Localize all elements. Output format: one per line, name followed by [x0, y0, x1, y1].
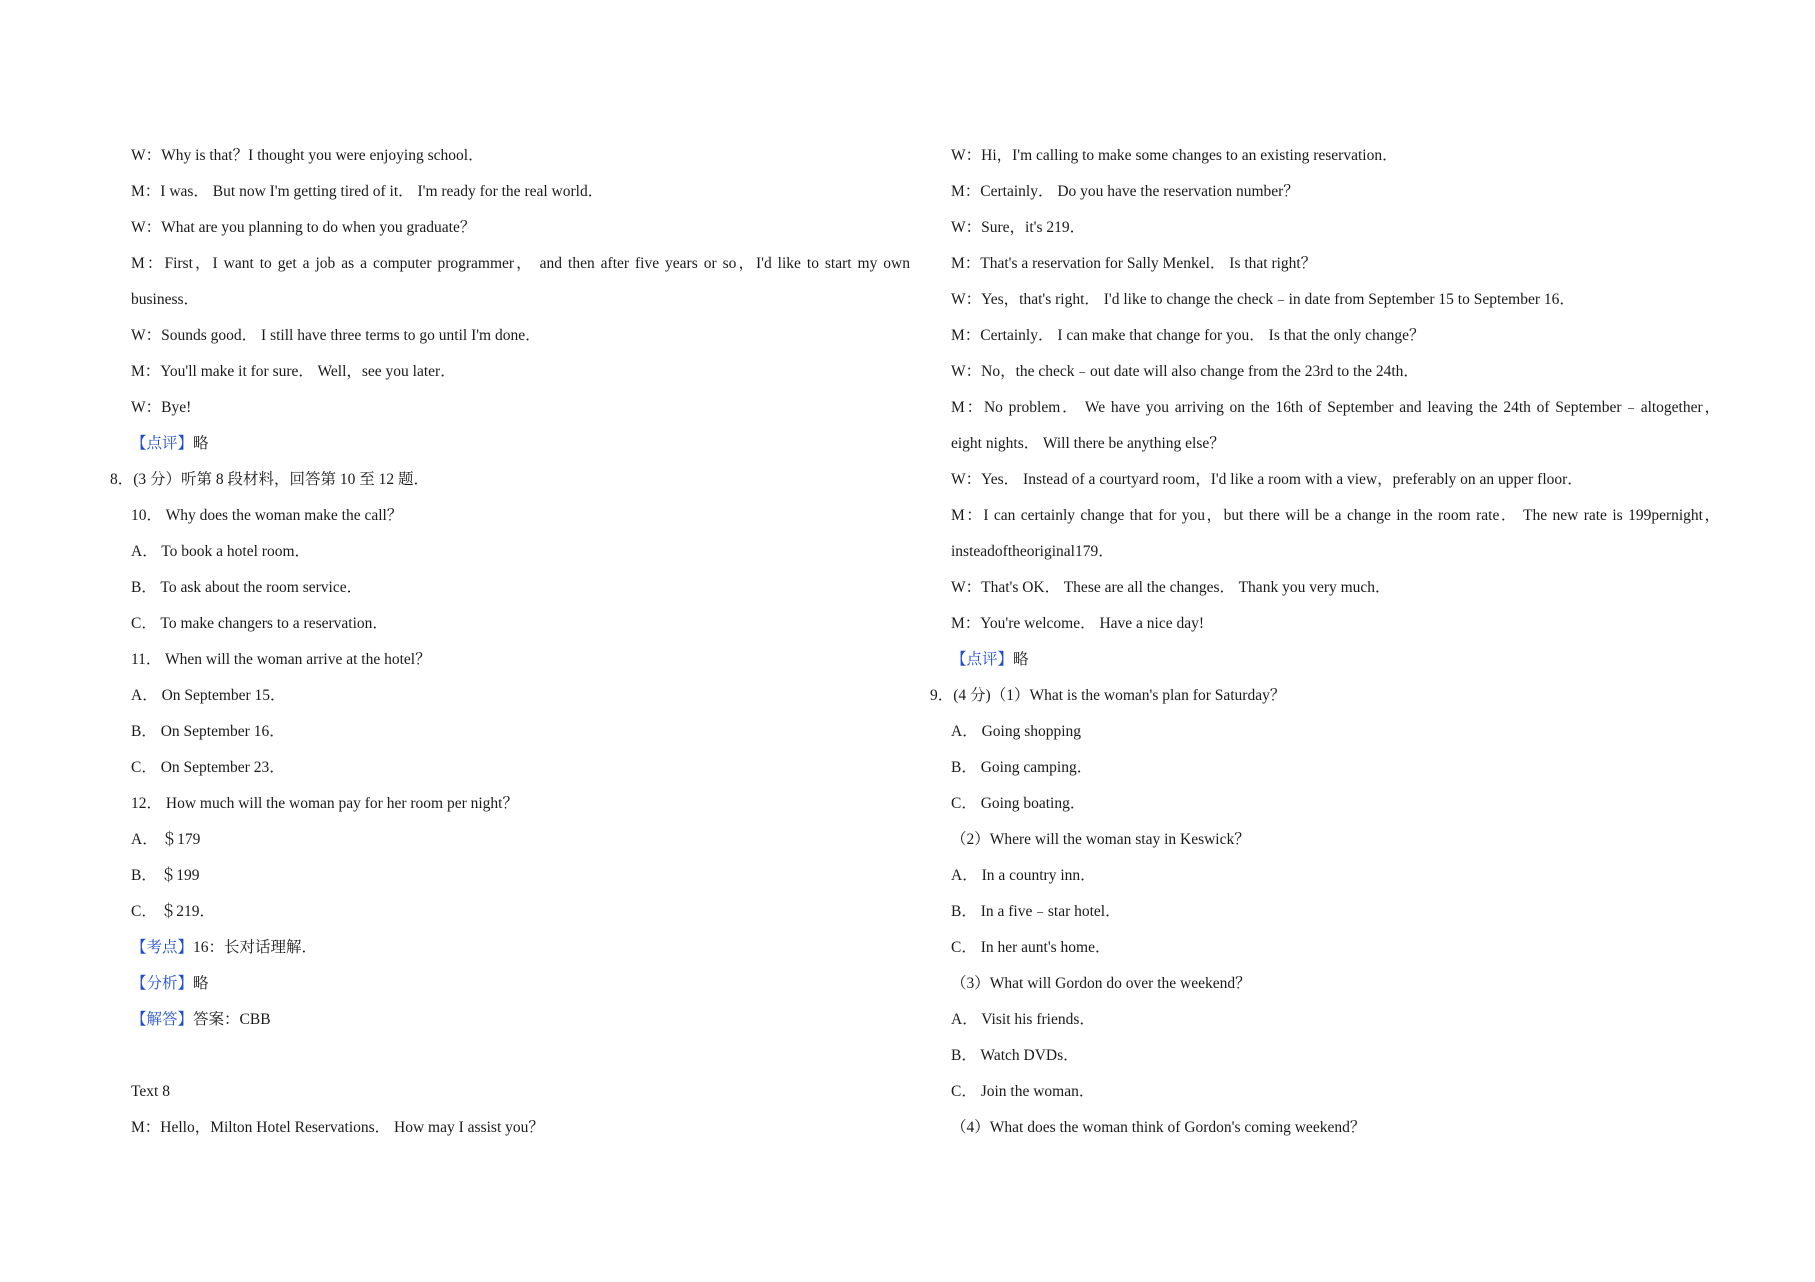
question-line: 10． Why does the woman make the call？ [131, 507, 403, 524]
option-line: C． To make changers to a reservation． [131, 615, 388, 632]
option-line: C． Going boating． [951, 795, 1086, 812]
dialogue-line: M：Hello，Milton Hotel Reservations． How may I assist you？ [131, 1119, 544, 1136]
option-line: B． On September 16． [131, 723, 285, 740]
option-line: A． Visit his friends． [951, 1011, 1095, 1028]
comment-line [110, 426, 910, 462]
dialogue-line: W：Sure，it's 219． [951, 219, 1086, 236]
dialogue-line: business． [131, 291, 200, 308]
dialogue-line: M：Certainly． Do you have the reservation number？ [951, 183, 1299, 200]
question-line: （4）What does the woman think of Gordon's coming weekend？ [951, 1119, 1366, 1136]
answer-text: 答案：CBB [193, 1011, 271, 1028]
option-line: B． ＄199 [131, 867, 200, 884]
option-line: B． Watch DVDs． [951, 1047, 1079, 1064]
blank-line [110, 1038, 910, 1074]
analysis-line [110, 966, 910, 1002]
analysis-text: 略 [193, 975, 209, 992]
comment-line [930, 642, 1720, 678]
left-column [110, 138, 910, 1146]
dialogue-line: W：Yes． Instead of a courtyard room，I'd like a room with a view，preferably on an upper floor． [951, 471, 1583, 488]
dialogue-line: M：First，I want to get a job as a computer programmer， and then after five years or so，I'd like to start my own [131, 255, 910, 272]
dialogue-line: W：Sounds good． I still have three terms to go until I'm done． [131, 327, 541, 344]
dialogue-line: W：That's OK． These are all the changes． Thank you very much． [951, 579, 1391, 596]
dialogue-line: M：No problem． We have you arriving on the 16th of September and leaving the 24th of September﹣altogether， [951, 399, 1720, 416]
option-line: A． Going shopping [951, 723, 1082, 740]
option-line: C． On September 23． [131, 759, 285, 776]
comment-tag: 【点评】 [131, 435, 194, 452]
dialogue-line: M：You're welcome． Have a nice day! [951, 615, 1205, 632]
option-line: C． Join the woman． [951, 1083, 1095, 1100]
option-line: A． In a country inn． [951, 867, 1096, 884]
question-heading: 9．(4 分)（1）What is the woman's plan for Saturday？ [930, 687, 1286, 704]
question-line: （2）Where will the woman stay in Keswick？ [951, 831, 1250, 848]
dialogue-line: insteadoftheoriginal179． [951, 543, 1114, 560]
answer-tag: 【解答】 [131, 1011, 194, 1028]
dialogue-line: M：That's a reservation for Sally Menkel． Is that right？ [951, 255, 1317, 272]
right-column [930, 138, 1720, 1146]
option-line: B． Going camping． [951, 759, 1093, 776]
dialogue-line: W：Why is that？I thought you were enjoying school． [131, 147, 484, 164]
text-label: Text 8 [131, 1083, 170, 1100]
option-line: A． On September 15． [131, 687, 286, 704]
question-line: （3）What will Gordon do over the weekend？ [951, 975, 1251, 992]
analysis-tag: 【分析】 [131, 975, 194, 992]
dialogue-line: eight nights． Will there be anything else？ [951, 435, 1225, 452]
question-heading: 8．(3 分）听第 8 段材料，回答第 10 至 12 题． [110, 471, 430, 488]
dialogue-line: W：No，the check﹣out date will also change from the 23rd to the 24th． [951, 363, 1419, 380]
dialogue-line: W：Hi，I'm calling to make some changes to an existing reservation． [951, 147, 1398, 164]
kaodian-text: 16：长对话理解． [193, 939, 318, 956]
dialogue-line: W：What are you planning to do when you graduate？ [131, 219, 476, 236]
dialogue-line: M：I can certainly change that for you，but there will be a change in the room rate． The new rate is 199pernight， [951, 507, 1720, 524]
comment-text: 略 [1013, 651, 1029, 668]
dialogue-line: M：Certainly． I can make that change for you． Is that the only change？ [951, 327, 1425, 344]
comment-text: 略 [193, 435, 209, 452]
option-line: A． ＄179 [131, 831, 201, 848]
comment-tag: 【点评】 [951, 651, 1014, 668]
dialogue-line: M：You'll make it for sure． Well，see you later． [131, 363, 456, 380]
option-line: B． In a five﹣star hotel． [951, 903, 1121, 920]
kaodian-line [110, 930, 910, 966]
question-line: 11． When will the woman arrive at the hotel？ [131, 651, 431, 668]
dialogue-line: W：Bye! [131, 399, 192, 416]
dialogue-line: M：I was． But now I'm getting tired of it． I'm ready for the real world． [131, 183, 604, 200]
option-line: B． To ask about the room service． [131, 579, 363, 596]
kaodian-tag: 【考点】 [131, 939, 194, 956]
dialogue-line: W：Yes，that's right． I'd like to change the check﹣in date from September 15 to September 16． [951, 291, 1575, 308]
option-line: C． ＄219． [131, 903, 215, 920]
answer-line [110, 1002, 910, 1038]
option-line: C． In her aunt's home． [951, 939, 1111, 956]
option-line: A． To book a hotel room． [131, 543, 311, 560]
question-line: 12． How much will the woman pay for her room per night？ [131, 795, 518, 812]
